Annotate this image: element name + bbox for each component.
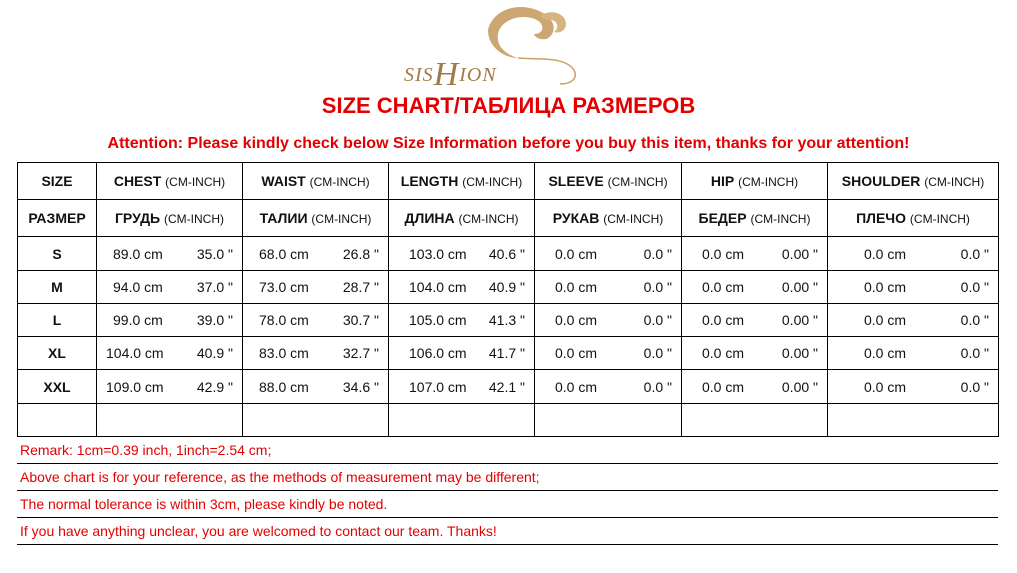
measure-cell (828, 304, 999, 337)
inch-value: 30.7 " (342, 312, 379, 328)
cm-value: 109.0 cm (106, 378, 164, 395)
inch-value: 40.9 " (196, 345, 233, 361)
cm-value: 0.0 cm (702, 245, 745, 262)
inch-value: 0.0 " (960, 345, 989, 361)
header-unit: (CM-INCH) (750, 212, 811, 226)
cm-value: 104.0 cm (106, 345, 164, 361)
inch-value: 0.00 " (781, 345, 818, 361)
header-unit: (CM-INCH) (164, 212, 224, 226)
inch-value: 0.0 " (960, 279, 989, 295)
inch-value: 0.00 " (781, 245, 818, 262)
cm-value: 89.0 cm (113, 245, 163, 262)
cm-value: 0.0 cm (555, 312, 598, 328)
header-label: ГРУДЬ (115, 210, 161, 226)
measure-cell (682, 237, 828, 271)
table-row (18, 237, 999, 271)
header-unit: (CM-INCH) (607, 175, 668, 189)
measure-cell (828, 237, 999, 271)
header-label: HIP (710, 173, 735, 189)
cm-value: 106.0 cm (409, 345, 467, 361)
cm-value: 0.0 cm (555, 245, 598, 262)
inch-value: 0.0 " (960, 245, 989, 262)
measure-cell (535, 337, 682, 370)
cm-value: 99.0 cm (113, 312, 163, 328)
header-cell (682, 200, 828, 237)
measure-cell (389, 337, 535, 370)
header-row-ru (18, 200, 999, 237)
header-cell (97, 200, 243, 237)
size-label: XXL (18, 370, 97, 404)
cm-value: 78.0 cm (259, 312, 309, 328)
size-label: XL (18, 337, 97, 370)
empty-cell (828, 404, 999, 437)
measure-cell (97, 337, 243, 370)
header-label: SHOULDER (841, 173, 921, 189)
remark-line: Remark: 1cm=0.39 inch, 1inch=2.54 cm; (17, 437, 998, 464)
measure-cell (535, 304, 682, 337)
inch-value: 40.9 " (488, 279, 525, 295)
size-chart-table (17, 162, 999, 437)
measure-cell (682, 337, 828, 370)
cm-value: 73.0 cm (259, 279, 309, 295)
table-row (18, 370, 999, 404)
cm-value: 0.0 cm (864, 279, 907, 295)
inch-value: 39.0 " (196, 312, 233, 328)
cm-value: 0.0 cm (702, 312, 745, 328)
measure-cell (828, 337, 999, 370)
cm-value: 0.0 cm (702, 279, 745, 295)
table-row (18, 337, 999, 370)
header-cell (243, 163, 389, 200)
header-unit: (CM-INCH) (738, 175, 799, 189)
header-cell (18, 163, 97, 200)
header-row-en (18, 163, 999, 200)
measure-cell (682, 271, 828, 304)
inch-value: 42.9 " (196, 378, 233, 395)
remark-line: If you have anything unclear, you are welcomed to contact our team. Thanks! (17, 518, 998, 545)
empty-cell (97, 404, 243, 437)
measure-cell (682, 304, 828, 337)
header-unit: (CM-INCH) (603, 212, 664, 226)
empty-cell (682, 404, 828, 437)
cm-value: 0.0 cm (702, 345, 745, 361)
inch-value: 0.0 " (643, 245, 672, 262)
remarks-list (17, 437, 998, 545)
header-unit: (CM-INCH) (924, 175, 985, 189)
header-cell (828, 163, 999, 200)
cm-value: 0.0 cm (864, 345, 907, 361)
inch-value: 34.6 " (342, 378, 379, 395)
inch-value: 0.0 " (643, 345, 672, 361)
measure-cell (97, 370, 243, 404)
attention-notice: Attention: Please kindly check below Size Information before you buy this item, thanks for your attention! (107, 135, 910, 152)
header-label: ДЛИНА (404, 210, 455, 226)
size-label: M (18, 271, 97, 304)
measure-cell (243, 237, 389, 271)
size-label: L (18, 304, 97, 337)
empty-cell (243, 404, 389, 437)
measure-cell (243, 337, 389, 370)
measure-cell (97, 237, 243, 271)
cm-value: 105.0 cm (409, 312, 467, 328)
header-label: LENGTH (400, 173, 459, 189)
header-label: CHEST (113, 173, 162, 189)
header-cell (535, 200, 682, 237)
flowing-hair-swirl-icon (0, 0, 1017, 95)
header-unit: (CM-INCH) (458, 212, 519, 226)
size-label: S (18, 237, 97, 271)
header-unit: (CM-INCH) (309, 175, 370, 189)
cm-value: 0.0 cm (555, 279, 598, 295)
measure-cell (389, 370, 535, 404)
inch-value: 0.00 " (781, 279, 818, 295)
measure-cell (535, 370, 682, 404)
remark-line: The normal tolerance is within 3cm, please kindly be noted. (17, 491, 998, 518)
measure-cell (535, 271, 682, 304)
inch-value: 37.0 " (196, 279, 233, 295)
measure-cell (243, 304, 389, 337)
header-cell (535, 163, 682, 200)
inch-value: 40.6 " (488, 245, 525, 262)
inch-value: 26.8 " (342, 245, 379, 262)
measure-cell (828, 271, 999, 304)
cm-value: 0.0 cm (702, 378, 745, 395)
header-cell (18, 200, 97, 237)
brand-name (404, 56, 497, 94)
cm-value: 0.0 cm (555, 378, 598, 395)
header-label: БЕДЕР (698, 210, 747, 226)
cm-value: 68.0 cm (259, 245, 309, 262)
cm-value: 104.0 cm (409, 279, 467, 295)
cm-value: 107.0 cm (409, 378, 467, 395)
header-label: ПЛЕЧО (856, 210, 907, 226)
header-cell (682, 163, 828, 200)
cm-value: 88.0 cm (259, 378, 309, 395)
cm-value: 83.0 cm (259, 345, 309, 361)
table-row (18, 271, 999, 304)
inch-value: 42.1 " (488, 378, 525, 395)
brand-logo (0, 0, 1017, 95)
measure-cell (243, 370, 389, 404)
inch-value: 0.0 " (643, 378, 672, 395)
cm-value: 0.0 cm (864, 245, 907, 262)
brand-name-prefix: SIS (404, 64, 434, 86)
header-label: РАЗМЕР (28, 210, 86, 226)
inch-value: 32.7 " (342, 345, 379, 361)
header-cell (97, 163, 243, 200)
header-cell (389, 163, 535, 200)
cm-value: 0.0 cm (864, 378, 907, 395)
cm-value: 0.0 cm (555, 345, 598, 361)
measure-cell (243, 271, 389, 304)
cm-value: 103.0 cm (409, 245, 467, 262)
brand-name-initial: H (433, 56, 460, 93)
measure-cell (97, 271, 243, 304)
inch-value: 0.00 " (781, 312, 818, 328)
inch-value: 41.7 " (488, 345, 525, 361)
header-label: ТАЛИИ (259, 210, 308, 226)
header-unit: (CM-INCH) (909, 212, 970, 226)
cm-value: 0.0 cm (864, 312, 907, 328)
cm-value: 94.0 cm (113, 279, 163, 295)
measure-cell (389, 237, 535, 271)
brand-name-suffix: ION (459, 64, 497, 86)
page-title: SIZE CHART/ТАБЛИЦА РАЗМЕРОВ (321, 93, 696, 118)
header-label: РУКАВ (552, 210, 600, 226)
measure-cell (389, 271, 535, 304)
table-row (18, 304, 999, 337)
inch-value: 0.00 " (781, 378, 818, 395)
empty-cell (535, 404, 682, 437)
remark-line: Above chart is for your reference, as the methods of measurement may be different; (17, 464, 998, 491)
empty-row (18, 404, 999, 437)
measure-cell (389, 304, 535, 337)
header-unit: (CM-INCH) (462, 175, 523, 189)
inch-value: 28.7 " (342, 279, 379, 295)
header-cell (389, 200, 535, 237)
inch-value: 35.0 " (196, 245, 233, 262)
header-unit: (CM-INCH) (311, 212, 372, 226)
measure-cell (97, 304, 243, 337)
inch-value: 0.0 " (960, 378, 989, 395)
header-cell (243, 200, 389, 237)
inch-value: 0.0 " (643, 312, 672, 328)
measure-cell (682, 370, 828, 404)
header-unit: (CM-INCH) (165, 175, 226, 189)
measure-cell (828, 370, 999, 404)
header-label: WAIST (261, 173, 306, 189)
inch-value: 0.0 " (960, 312, 989, 328)
empty-cell (389, 404, 535, 437)
inch-value: 41.3 " (488, 312, 525, 328)
header-cell (828, 200, 999, 237)
header-label: SIZE (41, 173, 73, 189)
empty-cell (18, 404, 97, 437)
inch-value: 0.0 " (643, 279, 672, 295)
header-label: SLEEVE (548, 173, 604, 189)
measure-cell (535, 237, 682, 271)
